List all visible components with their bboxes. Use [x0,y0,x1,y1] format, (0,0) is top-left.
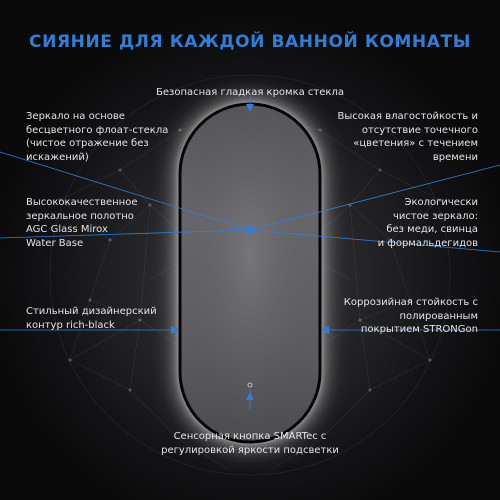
callout-line: Высококачественное [26,197,138,208]
callout-left-agc-mirror [26,196,176,250]
callout-line: Сенсорная кнопка SMARTec с [173,431,327,442]
callout-line: (чистое отражение без [26,138,149,149]
callout-line: времени [432,151,478,163]
callout-line: «цветения» с течением [353,138,478,149]
callout-line: регулировкой яркости подсветки [161,444,339,456]
callout-line: без меди, свинца [386,224,478,235]
center-marker-icon [246,226,254,234]
callout-line: Зеркало на основе [26,111,125,122]
callout-line: покрытием STRONGon [360,324,478,335]
callout-left-float-glass [26,110,186,164]
callout-line: полированным [399,310,478,322]
callout-line: Water Base [26,237,84,249]
callout-line: Экологически [404,197,478,208]
callout-line: чистое зеркало: [392,210,478,222]
callout-left-contour [26,305,186,332]
callout-right-eco [330,196,478,250]
callout-line: AGC Glass Mirox [26,224,108,235]
callout-line: и формальдегидов [377,237,478,249]
callout-line: Коррозийная стойкость с [343,297,478,308]
mirror-reflection [182,106,318,440]
callout-line: искажений) [26,151,89,163]
callout-line: бесцветного флоат-стекла [26,124,169,136]
callout-line: зеркальное полотно [26,210,134,222]
callout-line: отсутствие точечного [361,124,478,136]
callout-line: Высокая влагостойкость и [337,111,478,122]
callout-line: Стильный дизайнерский [26,306,157,317]
callout-bottom-touch-button [120,430,380,457]
callout-line: контур rich-black [26,319,115,331]
callout-right-moisture [310,110,478,164]
callout-top-edge: Безопасная гладкая кромка стекла [156,87,344,98]
callout-right-corrosion [320,296,478,337]
headline: СИЯНИЕ ДЛЯ КАЖДОЙ ВАННОЙ КОМНАТЫ [29,32,471,52]
